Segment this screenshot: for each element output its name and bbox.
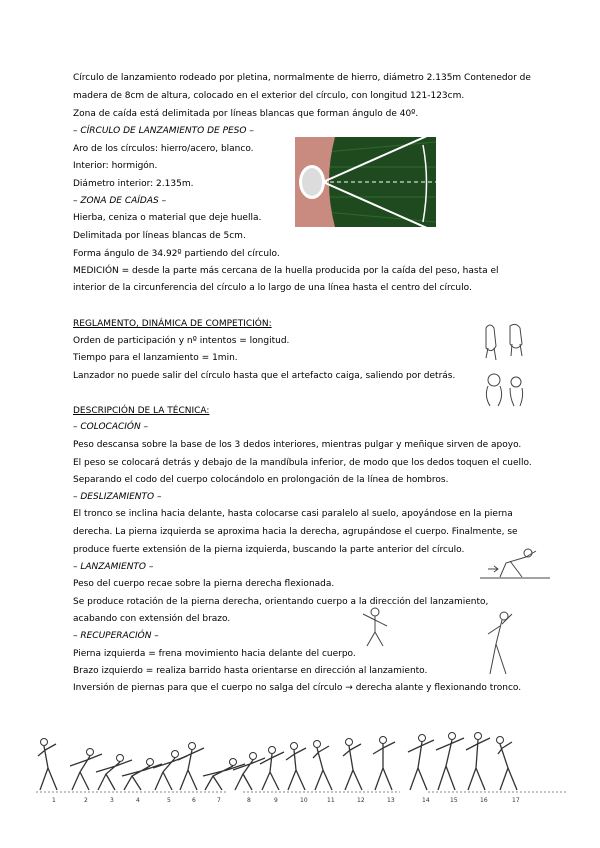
sequence-figure <box>343 739 362 791</box>
colocacion-line-2: El peso se colocará detrás y debajo de la mandíbula inferior, de modo que los dedos toquen el cuello. <box>73 458 532 468</box>
throw-sketch-image-2 <box>478 608 518 678</box>
sequence-number: 7 <box>217 797 221 804</box>
throwing-sector-image <box>295 137 436 227</box>
deslizamiento-line-1: El tronco se inclina hacia delante, hasta colocarse casi paralelo al suelo, apoyándose en la pierna <box>73 509 513 519</box>
sequence-figure <box>313 741 332 791</box>
sequence-number: 10 <box>300 797 308 804</box>
deslizamiento-line-3: produce fuerte extensión de la pierna izquierda, buscando la parte anterior del círculo. <box>73 545 465 555</box>
reglamento-heading: REGLAMENTO, DINÁMICA DE COMPETICIÓN: <box>73 319 272 329</box>
throw-sketch-image-1 <box>355 606 395 650</box>
sequence-number: 14 <box>422 797 430 804</box>
circulo-line-1: Aro de los círculos: hierro/acero, blanco. <box>73 144 254 154</box>
reglamento-line-2: Tiempo para el lanzamiento = 1min. <box>73 353 238 363</box>
sequence-figure <box>122 759 162 791</box>
grip-sketch-image <box>480 320 528 410</box>
lanzamiento-line-3: acabando con extensión del brazo. <box>73 614 231 624</box>
sequence-number: 13 <box>387 797 395 804</box>
sequence-number: 9 <box>274 797 278 804</box>
zona-line-2: Delimitada por líneas blancas de 5cm. <box>73 231 246 241</box>
intro-line-3: Zona de caída está delimitada por líneas blancas que forman ángulo de 40º. <box>73 109 419 119</box>
recuperacion-line-2: Brazo izquierdo = realiza barrido hasta orientarse en dirección al lanzamiento. <box>73 666 428 676</box>
lanzamiento-line-2: Se produce rotación de la pierna derecha, orientando cuerpo a la dirección del lanzamiento, <box>73 597 489 607</box>
sequence-figure <box>203 759 245 791</box>
reglamento-line-3: Lanzador no puede salir del círculo hasta que el artefacto caiga, saliendo por detrás. <box>73 371 456 381</box>
zona-heading: – ZONA DE CAÍDAS – <box>73 196 167 206</box>
sequence-number: 2 <box>84 797 88 804</box>
sequence-number: 16 <box>480 797 488 804</box>
colocacion-line-1: Peso descansa sobre la base de los 3 dedos interiores, mientras pulgar y meñique sirven de apoyo. <box>73 440 522 450</box>
intro-line-1: Círculo de lanzamiento rodeado por pletina, normalmente de hierro, diámetro 2.135m Contenedor de <box>73 73 531 83</box>
sequence-figure <box>373 737 395 791</box>
sequence-number: 6 <box>192 797 196 804</box>
throwing-sector-drawing <box>295 137 436 227</box>
zona-line-1: Hierba, ceniza o material que deje huella. <box>73 213 262 223</box>
lanzamiento-heading: – LANZAMIENTO – <box>73 562 154 572</box>
sequence-figure <box>408 735 434 791</box>
sequence-number: 12 <box>357 797 365 804</box>
deslizamiento-line-2: derecha. La pierna izquierda se aproxima hacia la derecha, agrupándose el cuerpo. Finalmente, se <box>73 527 518 537</box>
technique-sequence-drawing <box>28 728 573 808</box>
sequence-number: 3 <box>110 797 114 804</box>
circulo-heading: – CÍRCULO DE LANZAMIENTO DE PESO – <box>73 126 254 136</box>
circulo-line-2: Interior: hormigón. <box>73 161 158 171</box>
recuperacion-line-1: Pierna izquierda = frena movimiento hacia delante del cuerpo. <box>73 649 356 659</box>
sequence-figure <box>70 749 102 791</box>
sequence-figure <box>38 739 57 791</box>
intro-line-2: madera de 8cm de altura, colocado en el exterior del círculo, con longitud 121-123cm. <box>73 91 465 101</box>
sequence-number: 8 <box>247 797 251 804</box>
recuperacion-line-3: Inversión de piernas para que el cuerpo no salga del círculo → derecha alante y flexionando tronco. <box>73 683 522 693</box>
colocacion-line-3: Separando el codo del cuerpo colocándolo en prolongación de la línea de hombros. <box>73 475 449 485</box>
sequence-number: 17 <box>512 797 520 804</box>
sequence-figure <box>286 743 306 791</box>
sequence-figure <box>233 753 265 791</box>
reglamento-line-1: Orden de participación y nº intentos = longitud. <box>73 336 290 346</box>
sequence-figure <box>260 747 284 791</box>
sequence-number: 5 <box>167 797 171 804</box>
deslizamiento-heading: – DESLIZAMIENTO – <box>73 492 162 502</box>
glide-sketch-image <box>480 545 550 581</box>
circulo-line-3: Diámetro interior: 2.135m. <box>73 179 194 189</box>
zona-line-3: Forma ángulo de 34.92º partiendo del círculo. <box>73 249 280 259</box>
sequence-number: 15 <box>450 797 458 804</box>
sequence-figure <box>466 733 490 791</box>
technique-sequence-strip <box>28 728 573 808</box>
lanzamiento-line-1: Peso del cuerpo recae sobre la pierna derecha flexionada. <box>73 579 335 589</box>
sequence-figure <box>178 743 204 791</box>
sequence-figure <box>497 737 518 791</box>
sequence-number: 1 <box>52 797 56 804</box>
recuperacion-heading: – RECUPERACIÓN – <box>73 631 159 641</box>
medicion-line-1: MEDICIÓN = desde la parte más cercana de la huella producida por la caída del peso, hasta el <box>73 266 499 276</box>
colocacion-heading: – COLOCACIÓN – <box>73 422 149 432</box>
medicion-line-2: interior de la circunferencia del círculo a lo largo de una línea hasta el centro del círculo. <box>73 283 472 293</box>
tecnica-heading: DESCRIPCIÓN DE LA TÉCNICA: <box>73 406 210 416</box>
sequence-number: 11 <box>327 797 335 804</box>
sequence-number: 4 <box>136 797 140 804</box>
sequence-figure <box>436 733 464 791</box>
